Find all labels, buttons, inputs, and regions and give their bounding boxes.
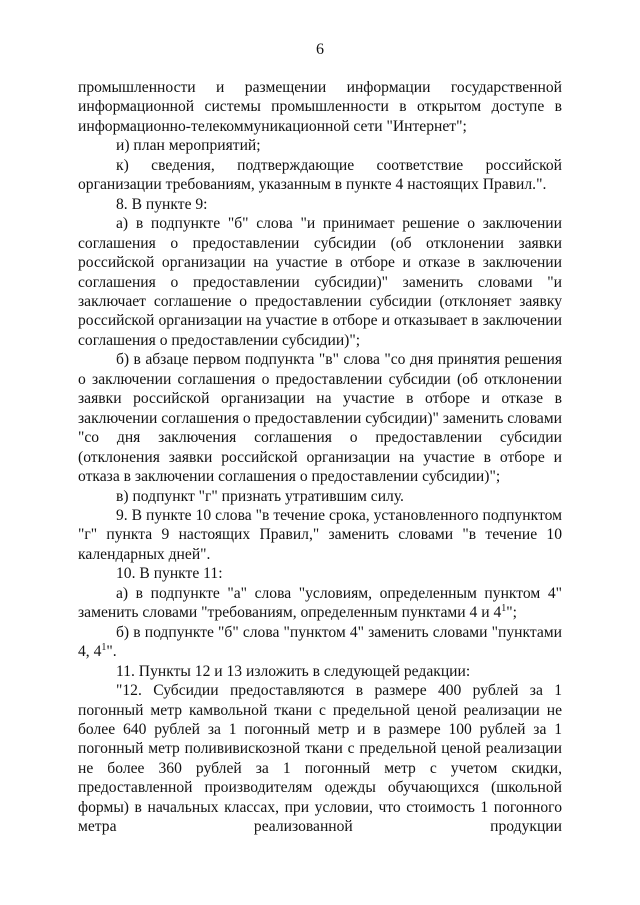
- paragraph-point-11: 11. Пункты 12 и 13 изложить в следующей редакции:: [116, 662, 471, 680]
- paragraph-point-10b: [78, 623, 562, 662]
- paragraph-point-10: 10. В пункте 11:: [116, 565, 223, 583]
- paragraph-point-10a-text: а) в подпункте "а" слова "условиям, определенным пунктом 4" заменить словами "требованиям, определенным пунктами 4 и 4: [78, 584, 562, 622]
- paragraph-point-10a-tail: ";: [506, 604, 517, 622]
- paragraph-item-i: и) план мероприятий;: [116, 137, 261, 155]
- paragraph-point-10b-tail: ".: [106, 643, 117, 661]
- superscript: 1: [501, 603, 507, 615]
- paragraph-item-k: к) сведения, подтверждающие соответствие российской организации требованиям, указанным в пункте 4 настоящих Правил.".: [78, 156, 562, 194]
- paragraph-point-8: 8. В пункте 9:: [116, 195, 208, 213]
- paragraph-point-8a: а) в подпункте "б" слова "и принимает решение о заключении соглашения о предоставлении субсидии (об отклонении заявки российской организации на участие в отборе и отказе в заключении соглашения о предоставлении субсидии)" заменить словами "и заключает соглашение о предоставлении субсидии (отклоняет заявку российской организации на участие в отборе и отказывает в заключении соглашения о предоставлении субсидии)";: [78, 215, 562, 349]
- paragraph-point-8b: б) в абзаце первом подпункта "в" слова "со дня принятия решения о заключении соглашения о предоставлении субсидии (об отклонении заявки российской организации на участие в отборе и отказе в заключении соглашения о предоставлении субсидии)" заменить словами "со дня заключения соглашения о предоставлении субсидии (отклонения заявки российской организации на участие в отборе и отказа в заключении соглашения о предоставлении субсидии)";: [78, 351, 562, 486]
- paragraph-point-10b-text: б) в подпункте "б" слова "пунктом 4" заменить словами "пунктами 4, 4: [78, 623, 562, 661]
- paragraph-point-8v: в) подпункт "г" признать утратившим силу.: [116, 487, 404, 505]
- paragraph-point-12: "12. Субсидии предоставляются в размере 400 рублей за 1 погонный метр камвольной ткани с предельной ценой реализации не более 640 рублей за 1 погонный метр и в размере 100 рублей за 1 погонный метр полививискозной ткани с предельной ценой реализации не более 360 рублей за 1 погонный метр с учетом скидки, предоставленной производителям одежды обучающихся (школьной формы) в начальных классах, при условии, что стоимость 1 погонного метра реализованной продукции: [78, 682, 562, 836]
- document-body: [78, 78, 562, 837]
- paragraph-continuation: промышленности и размещении информации государственной информационной системы промышленности в открытом доступе в информационно-телекоммуникационной сети "Интернет";: [78, 79, 562, 135]
- superscript: 1: [101, 641, 107, 653]
- page-number: 6: [316, 41, 324, 58]
- paragraph-point-10a: [78, 584, 562, 623]
- paragraph-point-9: 9. В пункте 10 слова "в течение срока, установленного подпунктом "г" пункта 9 настоящих Правил," заменить словами "в течение 10 календарных дней".: [78, 506, 562, 563]
